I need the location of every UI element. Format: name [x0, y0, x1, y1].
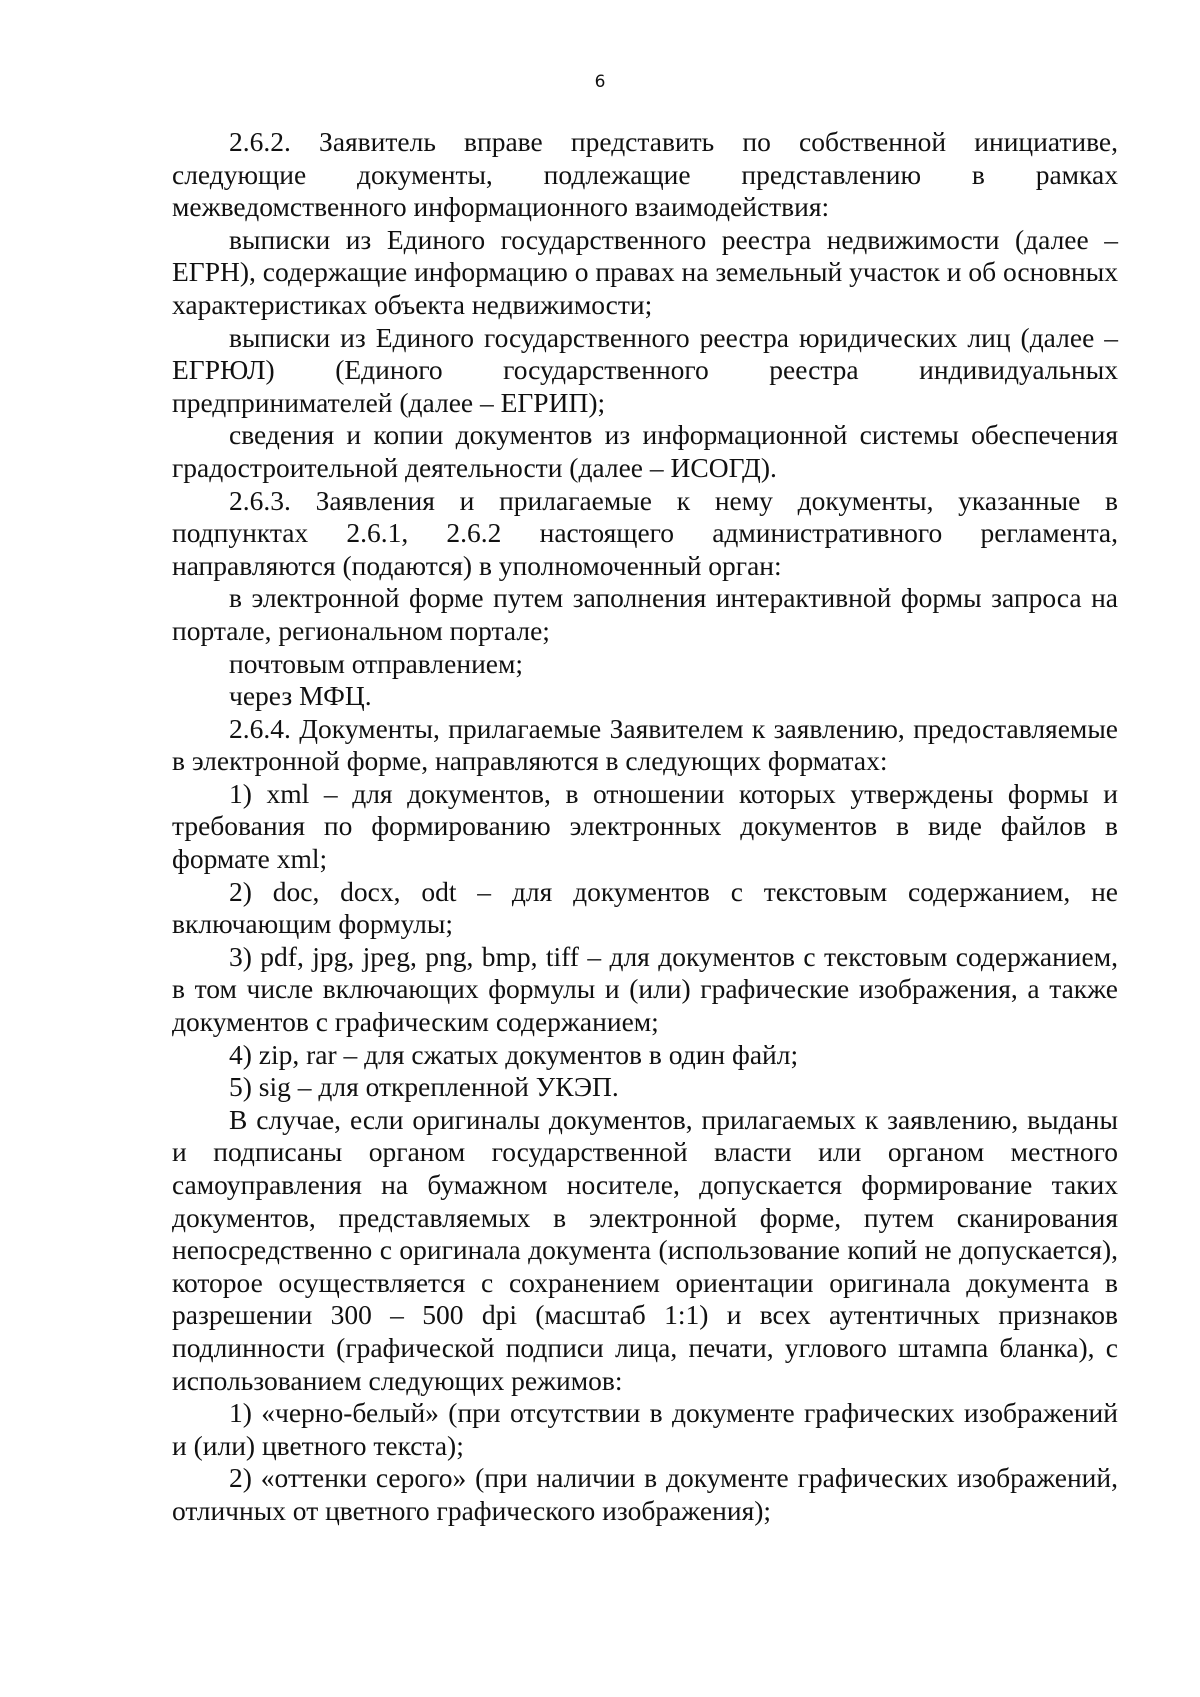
paragraph-scanning: В случае, если оригиналы документов, прилагаемых к заявлению, выданы и подписаны органом государственной власти или органом местного самоуправления на бумажном носителе, допускается формирование таких документов, представляемых в электронной форме, путем сканирования непосредственно с оригинала документа (использование копий не допускается), которое осуществляется с сохранением ориентации оригинала документа в разрешении 300 – 500 dpi (масштаб 1:1) и всех аутентичных признаков подлинности (графической подписи лица, печати, углового штампа бланка), с использованием следующих режимов:: [172, 1103, 1118, 1396]
paragraph-2-6-2: 2.6.2. Заявитель вправе представить по собственной инициативе, следующие документы, подлежащие представлению в рамках межведомственного информационного взаимодействия:: [172, 126, 1118, 223]
paragraph-2-6-3: 2.6.3. Заявления и прилагаемые к нему документы, указанные в подпунктах 2.6.1, 2.6.2 настоящего административного регламента, направляются (подаются) в уполномоченный орган:: [172, 484, 1118, 581]
list-item-sig: 5) sig – для открепленной УКЭП.: [229, 1071, 619, 1103]
paragraph-mfc: через МФЦ.: [229, 680, 372, 712]
document-body: [172, 126, 1118, 1528]
paragraph-egrn: выписки из Единого государственного реестра недвижимости (далее – ЕГРН), содержащие информацию о правах на земельный участок и об основных характеристиках объекта недвижимости;: [172, 223, 1118, 320]
list-item-xml: 1) xml – для документов, в отношении которых утверждены формы и требования по формированию электронных документов в виде файлов в формате xml;: [172, 777, 1118, 875]
paragraph-2-6-4: 2.6.4. Документы, прилагаемые Заявителем к заявлению, предоставляемые в электронной форме, направляются в следующих форматах:: [172, 712, 1118, 777]
paragraph-electronic-form: в электронной форме путем заполнения интерактивной формы запроса на портале, региональном портале;: [172, 582, 1118, 646]
list-item-zip: 4) zip, rar – для сжатых документов в один файл;: [229, 1038, 799, 1070]
paragraph-postal: почтовым отправлением;: [229, 647, 524, 679]
paragraph-isogd: сведения и копии документов из информационной системы обеспечения градостроительной деятельности (далее – ИСОГД).: [172, 419, 1118, 483]
list-item-pdf: 3) pdf, jpg, jpeg, png, bmp, tiff – для документов с текстовым содержанием, в том числе включающих формулы и (или) графические изображения, а также документов с графическим содержанием;: [172, 940, 1118, 1038]
page-number: 6: [594, 72, 606, 92]
list-item-black-white: 1) «черно-белый» (при отсутствии в документе графических изображений и (или) цветного текста);: [172, 1397, 1118, 1461]
list-item-doc: 2) doc, docx, odt – для документов с текстовым содержанием, не включающим формулы;: [172, 875, 1118, 940]
list-item-grayscale: 2) «оттенки серого» (при наличии в документе графических изображений, отличных от цветного графического изображения);: [172, 1462, 1118, 1526]
paragraph-egryul: выписки из Единого государственного реестра юридических лиц (далее – ЕГРЮЛ) (Единого государственного реестра индивидуальных предпринимателей (далее – ЕГРИП);: [172, 321, 1118, 418]
